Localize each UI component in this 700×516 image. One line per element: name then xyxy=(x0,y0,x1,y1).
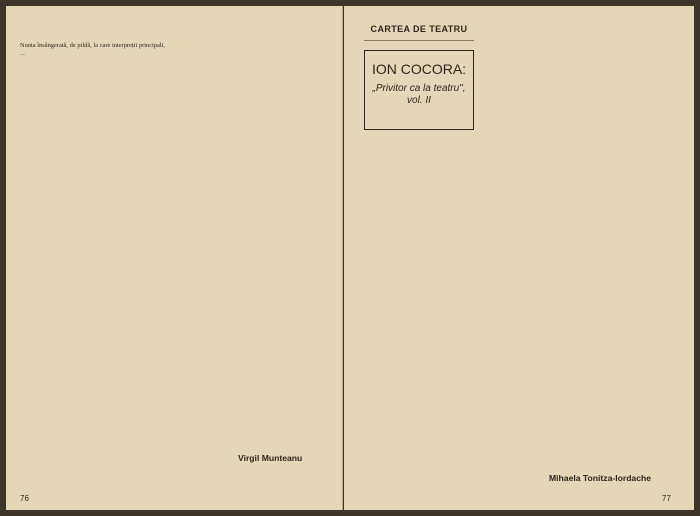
book-title-box xyxy=(364,50,474,130)
left-page xyxy=(6,6,343,510)
author-signature: Mihaela Tonitza-Iordache xyxy=(549,473,652,483)
paragraph: Nunta însângerată, de pildă, la care interpreții principali, ... xyxy=(20,42,165,58)
section-rubric: CARTEA DE TEATRU xyxy=(370,24,468,34)
page-number: 76 xyxy=(20,494,29,503)
right-page-column-2 xyxy=(520,20,672,460)
page-number: 77 xyxy=(662,494,671,503)
left-page-column-1 xyxy=(20,42,165,496)
author-signature: Virgil Munteanu xyxy=(238,453,303,463)
right-page-column-1 xyxy=(364,146,504,496)
book-title: „Privitor ca la teatru", vol. II xyxy=(372,83,466,106)
right-page xyxy=(344,6,694,510)
book-author: ION COCORA: xyxy=(371,61,467,77)
rubric-rule xyxy=(364,40,474,41)
left-page-column-2 xyxy=(182,42,328,446)
